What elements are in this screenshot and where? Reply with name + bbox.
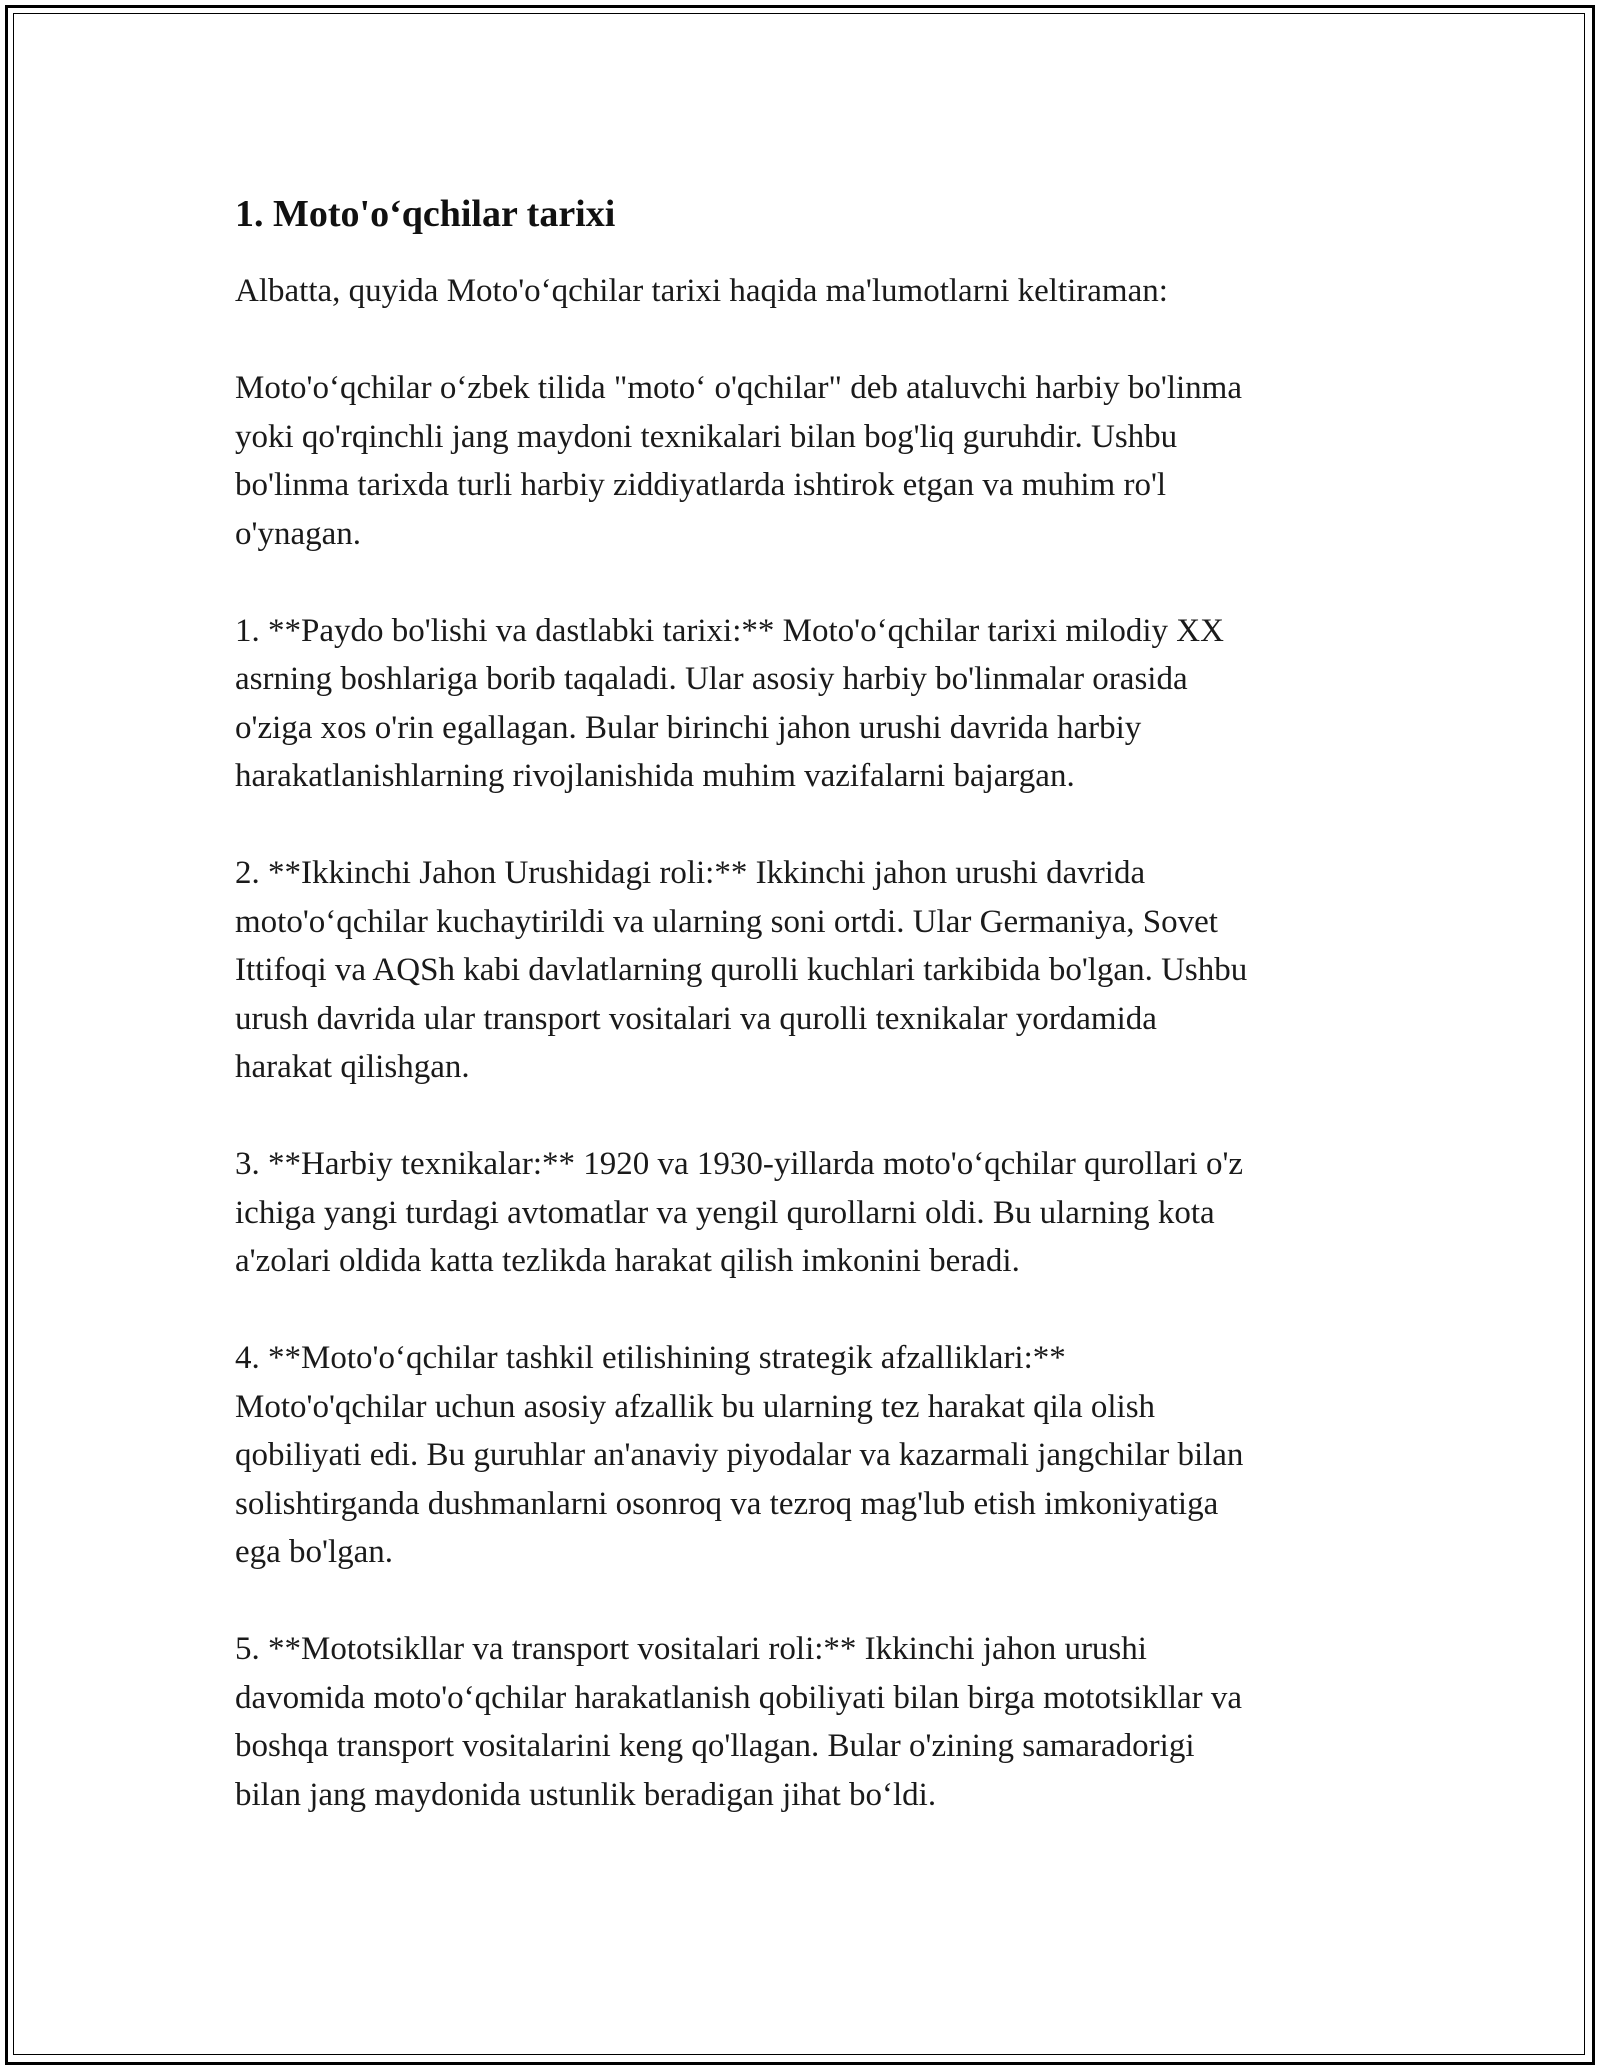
paragraph-overview: Moto'o‘qchilar o‘zbek tilida "moto‘ o'qchilar" deb ataluvchi harbiy bo'linma yoki qo'rqinchli jang maydoni texnikalari bilan bog'liq guruhdir. Ushbu bo'linma tarixda turli harbiy ziddiyatlarda ishtirok etgan va muhim ro'l o'ynagan. [235,370,1242,552]
paragraph-item-4: 4. **Moto'o‘qchilar tashkil etilishining strategik afzalliklari:** Moto'o'qchilar uchun asosiy afzallik bu ularning tez harakat qila olish qobiliyati edi. Bu guruhlar an'anaviy piyodalar va kazarmali jangchilar bilan solishtirganda dushmanlarni osonroq va tezroq mag'lub etish imkoniyatiga ega bo'lgan. [235,1340,1244,1570]
document-body [235,188,1385,1819]
paragraph-item-5: 5. **Mototsikllar va transport vositalari roli:** Ikkinchi jahon urushi davomida moto'o‘qchilar harakatlanish qobiliyati bilan birga mototsikllar va boshqa transport vositalarini keng qo'llagan. Bular o'zining samaradorigi bilan jang maydonida ustunlik beradigan jihat bo‘ldi. [235,1631,1243,1813]
paragraph-item-2: 2. **Ikkinchi Jahon Urushidagi roli:** Ikkinchi jahon urushi davrida moto'o‘qchilar kuchaytirildi va ularning soni ortdi. Ular Germaniya, Sovet Ittifoqi va AQSh kabi davlatlarning qurolli kuchlari tarkibida bo'lgan. Ushbu urush davrida ular transport vositalari va qurolli texnikalar yordamida harakat qilishgan. [235,855,1248,1085]
document-title: 1. Moto'o‘qchilar tarixi [235,193,616,235]
paragraph-item-3: 3. **Harbiy texnikalar:** 1920 va 1930-yillarda moto'o‘qchilar qurollari o'z ichiga yangi turdagi avtomatlar va yengil qurollarni oldi. Bu ularning kota a'zolari oldida katta tezlikda harakat qilish imkonini beradi. [235,1146,1244,1279]
intro-paragraph: Albatta, quyida Moto'o‘qchilar tarixi haqida ma'lumotlarni keltiraman: [235,273,1168,309]
paragraph-item-1: 1. **Paydo bo'lishi va dastlabki tarixi:** Moto'o‘qchilar tarixi milodiy XX asrning boshlariga borib taqaladi. Ular asosiy harbiy bo'linmalar orasida o'ziga xos o'rin egallagan. Bular birinchi jahon urushi davrida harbiy harakatlanishlarning rivojlanishida muhim vazifalarni bajargan. [235,612,1224,794]
